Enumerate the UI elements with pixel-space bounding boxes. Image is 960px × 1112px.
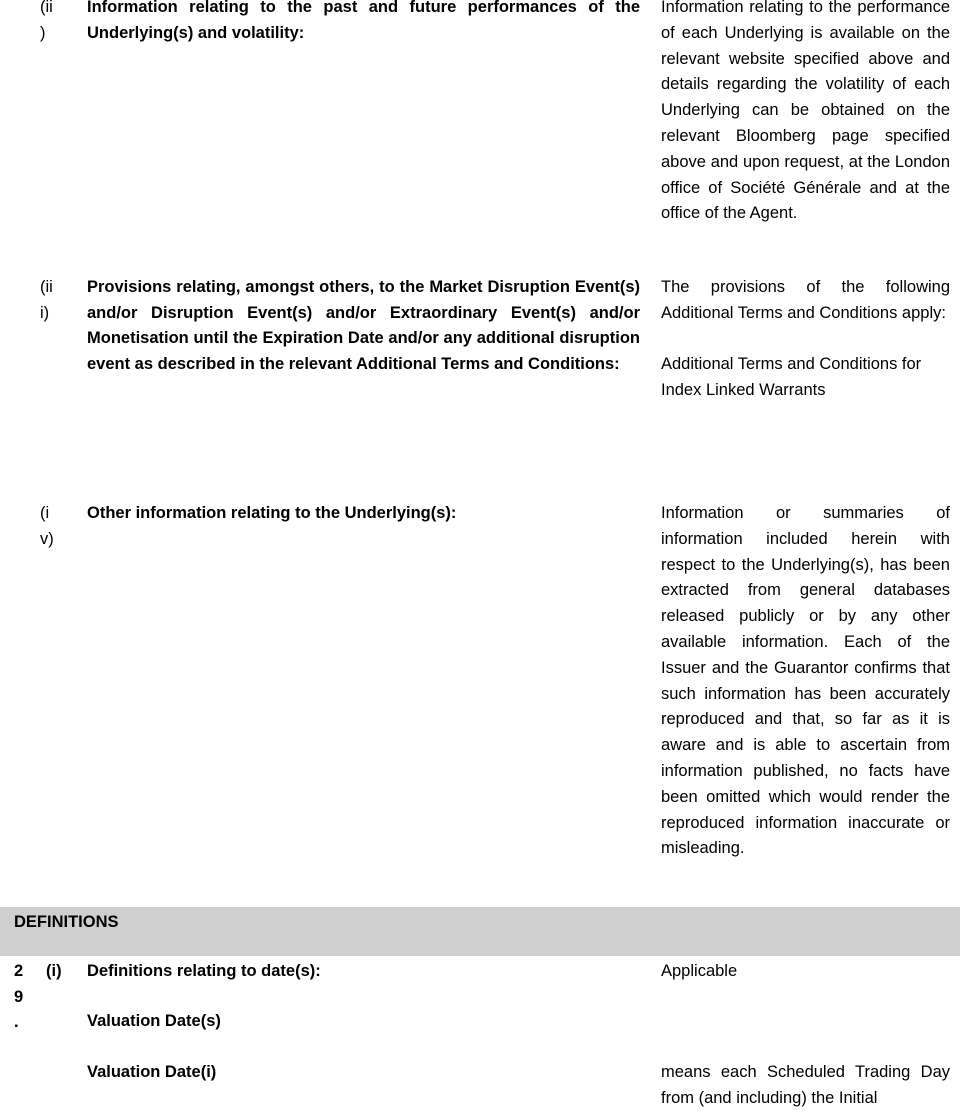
item-value-applicable: Applicable: [661, 962, 738, 980]
item-value-valuation-date-i: means each Scheduled Trading Day from (and including) the Initial: [661, 1063, 950, 1107]
item-title-other-information: Other information relating to the Underlying(s):: [87, 504, 457, 522]
value-paragraph: The provisions of the following Additional Terms and Conditions apply:: [661, 278, 950, 322]
section-band: [0, 907, 960, 956]
item-subtitle-valuation-dates: Valuation Date(s): [87, 1012, 221, 1030]
item-title-valuation-date-i: Valuation Date(i): [87, 1063, 217, 1081]
item-number-29: 2 9 .: [14, 962, 24, 1032]
item-number-iv: (i v): [40, 504, 54, 548]
item-title-definitions-dates: Definitions relating to date(s):: [87, 962, 321, 980]
value-paragraph: Information or summaries of information included herein with respect to the Underlying(s), has been extracted from general databases released publicly or by any other available information. Each of the Issuer and the Guarantor confirms that such information has been accurately reproduced and that, so far as it is aware and is able to ascertain from information published, no facts have been omitted which would render the reproduced information inaccurate or misleading.: [661, 504, 950, 858]
item-title-past-future-performance: Information relating to the past and future performances of the Underlying(s) and volatility:: [87, 0, 640, 42]
item-number-ii: (ii ): [40, 0, 53, 42]
item-value-additional-terms: [661, 275, 950, 404]
item-value-performance-info: [661, 0, 950, 227]
value-paragraph: Information relating to the performance of each Underlying is available on the relevant website specified above and details regarding the volatility of each Underlying can be obtained on the relevant Bloomberg page specified above and upon request, at the London office of Société Générale and at the office of the Agent.: [661, 0, 950, 223]
section-title-definitions: DEFINITIONS: [14, 913, 119, 931]
item-number-iii: (ii i): [40, 278, 53, 322]
item-value-other-information: [661, 501, 950, 862]
item-title-market-disruption: Provisions relating, amongst others, to the Market Disruption Event(s) and/or Disruption Event(s) and/or Extraordinary Event(s) and/or Monetisation until the Expiration Date and/or any additional disruption event as described in the relevant Additional Terms and Conditions:: [87, 278, 640, 373]
item-sub-number-i: (i): [46, 962, 62, 980]
value-paragraph: Additional Terms and Conditions for Index Linked Warrants: [661, 355, 922, 399]
